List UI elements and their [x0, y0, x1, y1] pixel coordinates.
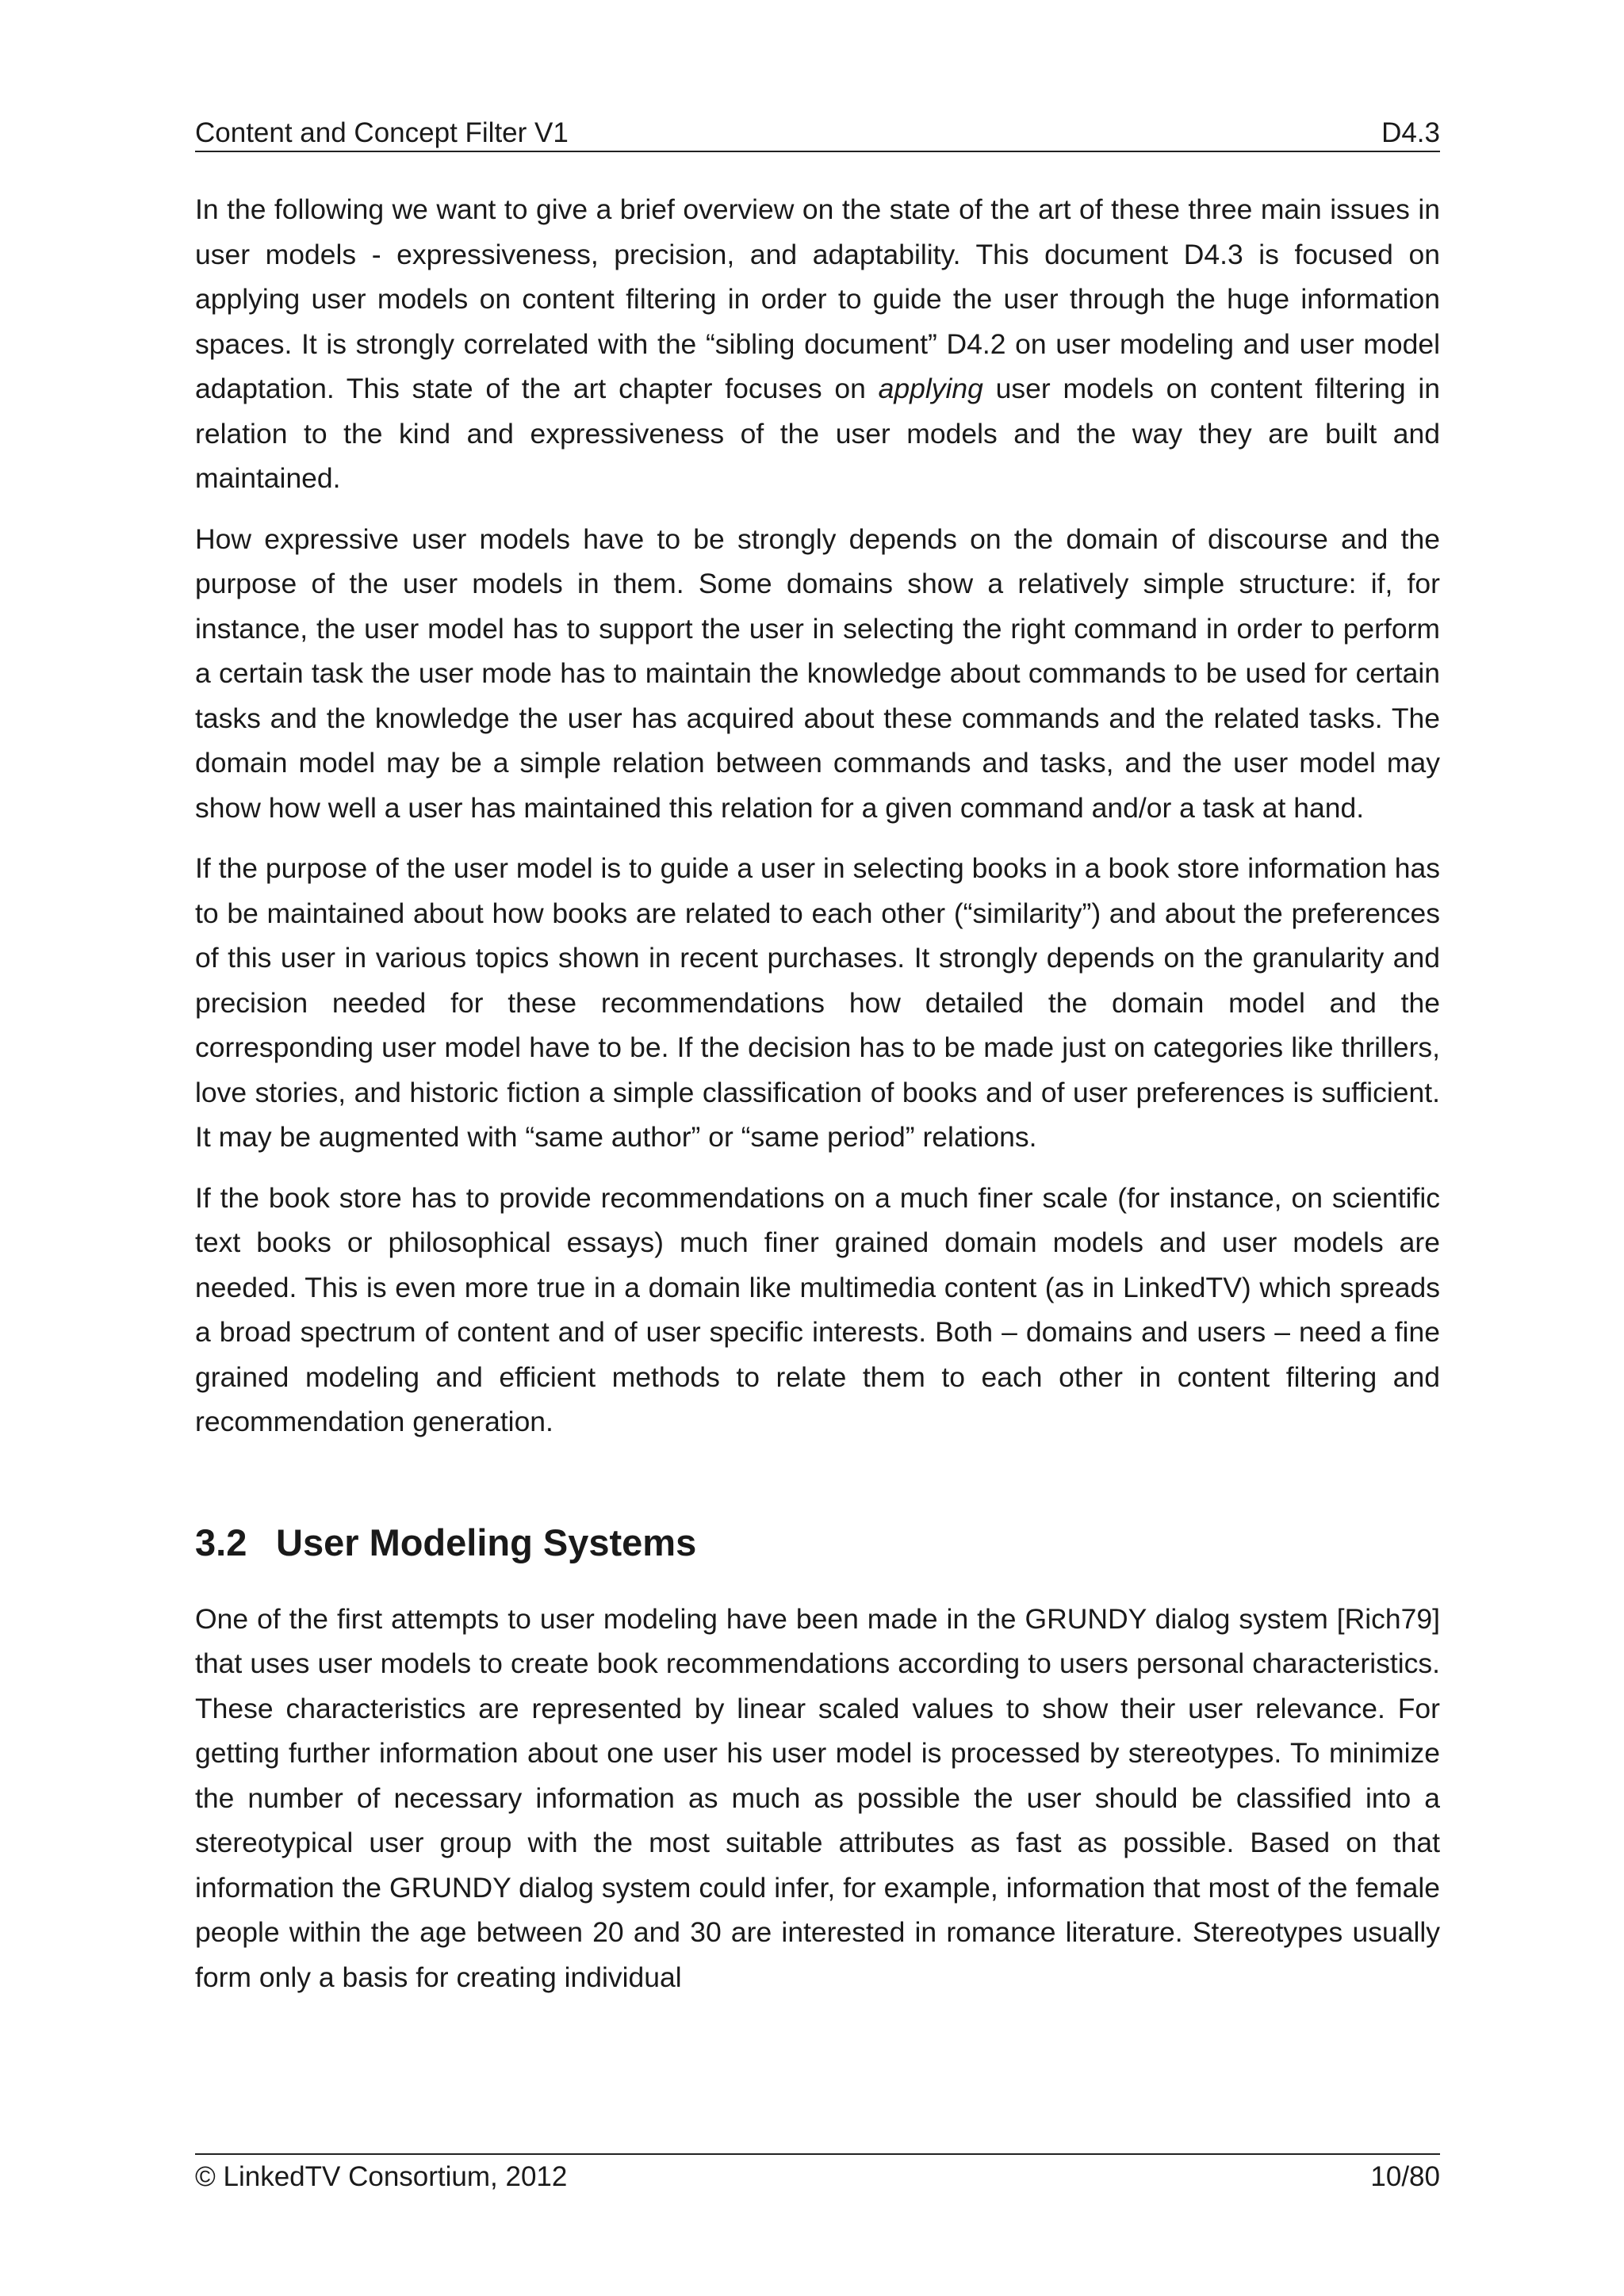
- page-body: [195, 187, 1440, 2015]
- emphasis-applying: applying: [878, 373, 983, 404]
- footer-page-number: 10/80: [1370, 2161, 1440, 2192]
- section-title: User Modeling Systems: [276, 1521, 697, 1563]
- header-doc-id: D4.3: [1381, 117, 1440, 148]
- paragraph-1: In the following we want to give a brief overview on the state of the art of these three main issues in user models - expressiveness, precision, and adaptability. This document D4.3 is focused on applying user models on content filtering in order to guide the user through the huge information spaces. It is strongly correlated with the “sibling document” D4.2 on user modeling and user model adaptation. This state of the art chapter focuses on applying user models on content filtering in relation to the kind and expressiveness of the user models and the way they are built and maintained.: [195, 193, 1440, 494]
- paragraph-2: How expressive user models have to be strongly depends on the domain of discourse and the purpose of the user models in them. Some domains show a relatively simple structure: if, for instance, the user model has to support the user in selecting the right command in order to perform a certain task the user mode has to maintain the knowledge about commands to be used for certain tasks and the knowledge the user has acquired about these commands and the related tasks. The domain model may be a simple relation between commands and tasks, and the user model may show how well a user has maintained this relation for a given command and/or a task at hand.: [195, 522, 1440, 824]
- section-number: 3.2: [195, 1521, 247, 1563]
- header-title: Content and Concept Filter V1: [195, 117, 569, 148]
- page-header: [195, 116, 1440, 152]
- footer-copyright: © LinkedTV Consortium, 2012: [195, 2161, 568, 2192]
- page-footer: [195, 2153, 1440, 2193]
- section-heading: [195, 1519, 1440, 1567]
- paragraph-4: If the book store has to provide recommendations on a much finer scale (for instance, on scientific text books or philosophical essays) much finer grained domain models and user models are needed. This is even more true in a domain like multimedia content (as in LinkedTV) which spreads a broad spectrum of content and of user specific interests. Both – domains and users – need a fine grained modeling and efficient methods to relate them to each other in content filtering and recommendation generation.: [195, 1181, 1440, 1437]
- paragraph-3: If the purpose of the user model is to guide a user in selecting books in a book store information has to be maintained about how books are related to each other (“similarity”) and about the preferences of this user in various topics shown in recent purchases. It strongly depends on the granularity and precision needed for these recommendations how detailed the domain model and the corresponding user model have to be. If the decision has to be made just on categories like thrillers, love stories, and historic fiction a simple classification of books and of user preferences is sufficient. It may be augmented with “same author” or “same period” relations.: [195, 852, 1440, 1153]
- section-paragraph: One of the first attempts to user modeling have been made in the GRUNDY dialog system [Rich79] that uses user models to create book recommendations according to users personal characteristics. These characteristics are represented by linear scaled values to show their user relevance. For getting further information about one user his user model is processed by stereotypes. To minimize the number of necessary information as much as possible the user should be classified into a stereotypical user group with the most suitable attributes as fast as possible. Based on that information the GRUNDY dialog system could infer, for example, information that most of the female people within the age between 20 and 30 are interested in romance literature. Stereotypes usually form only a basis for creating individual: [195, 1602, 1440, 1993]
